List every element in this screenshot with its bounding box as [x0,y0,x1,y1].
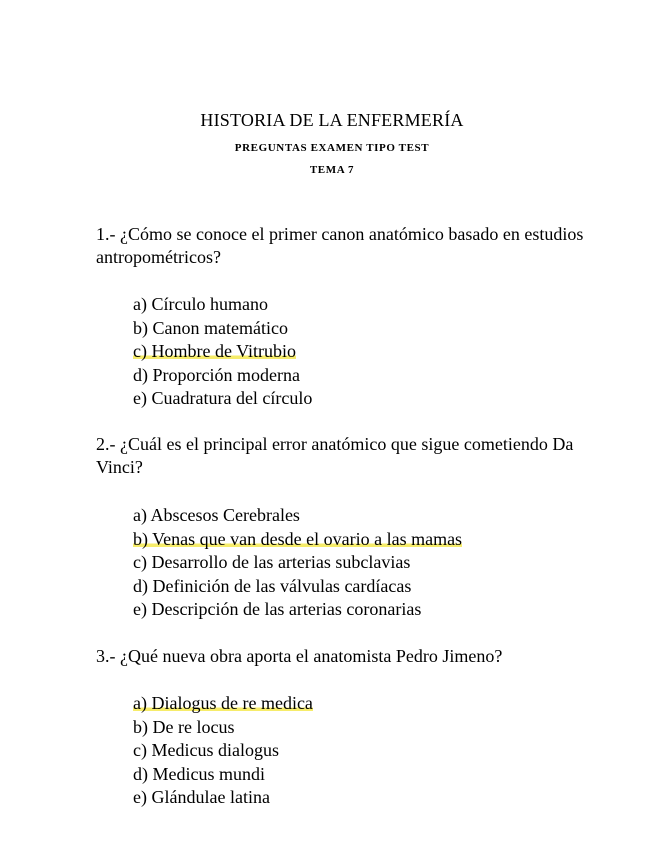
option-e: e) Descripción de las arterias coronarias [133,599,422,619]
question-3-options [133,692,313,810]
option-b-highlighted: b) Venas que van desde el ovario a las mamas [133,528,463,549]
topic-label: TEMA 7 [309,164,355,176]
option-c: c) Desarrollo de las arterias subclavias [133,552,411,572]
document-title: HISTORIA DE LA ENFERMERÍA [200,110,464,130]
question-3: 3.- ¿Qué nueva obra aporta el anatomista Pedro Jimeno? [96,646,503,666]
option-b: b) Canon matemático [133,317,288,338]
option-d: d) Proporción moderna [133,364,300,385]
option-b: b) De re locus [133,716,235,737]
option-c: c) Medicus dialogus [133,740,279,760]
question-1: 1.- ¿Cómo se conoce el primer canon anatómico basado en estudios antropométricos? [96,224,584,267]
option-c-highlighted: c) Hombre de Vitrubio [133,341,297,361]
option-d: d) Medicus mundi [133,763,265,784]
document-subtitle: PREGUNTAS EXAMEN TIPO TEST [234,142,430,154]
option-a: a) Abscesos Cerebrales [133,505,300,525]
option-e: e) Cuadratura del círculo [133,388,313,408]
question-2: 2.- ¿Cuál es el principal error anatómico que sigue cometiendo Da Vinci? [96,434,574,477]
question-1-options [133,293,312,411]
option-a: a) Círculo humano [133,294,268,314]
question-2-options [133,504,462,622]
option-d: d) Definición de las válvulas cardíacas [133,575,412,596]
option-a-highlighted: a) Dialogus de re medica [133,693,313,713]
option-e: e) Glándulae latina [133,787,270,807]
